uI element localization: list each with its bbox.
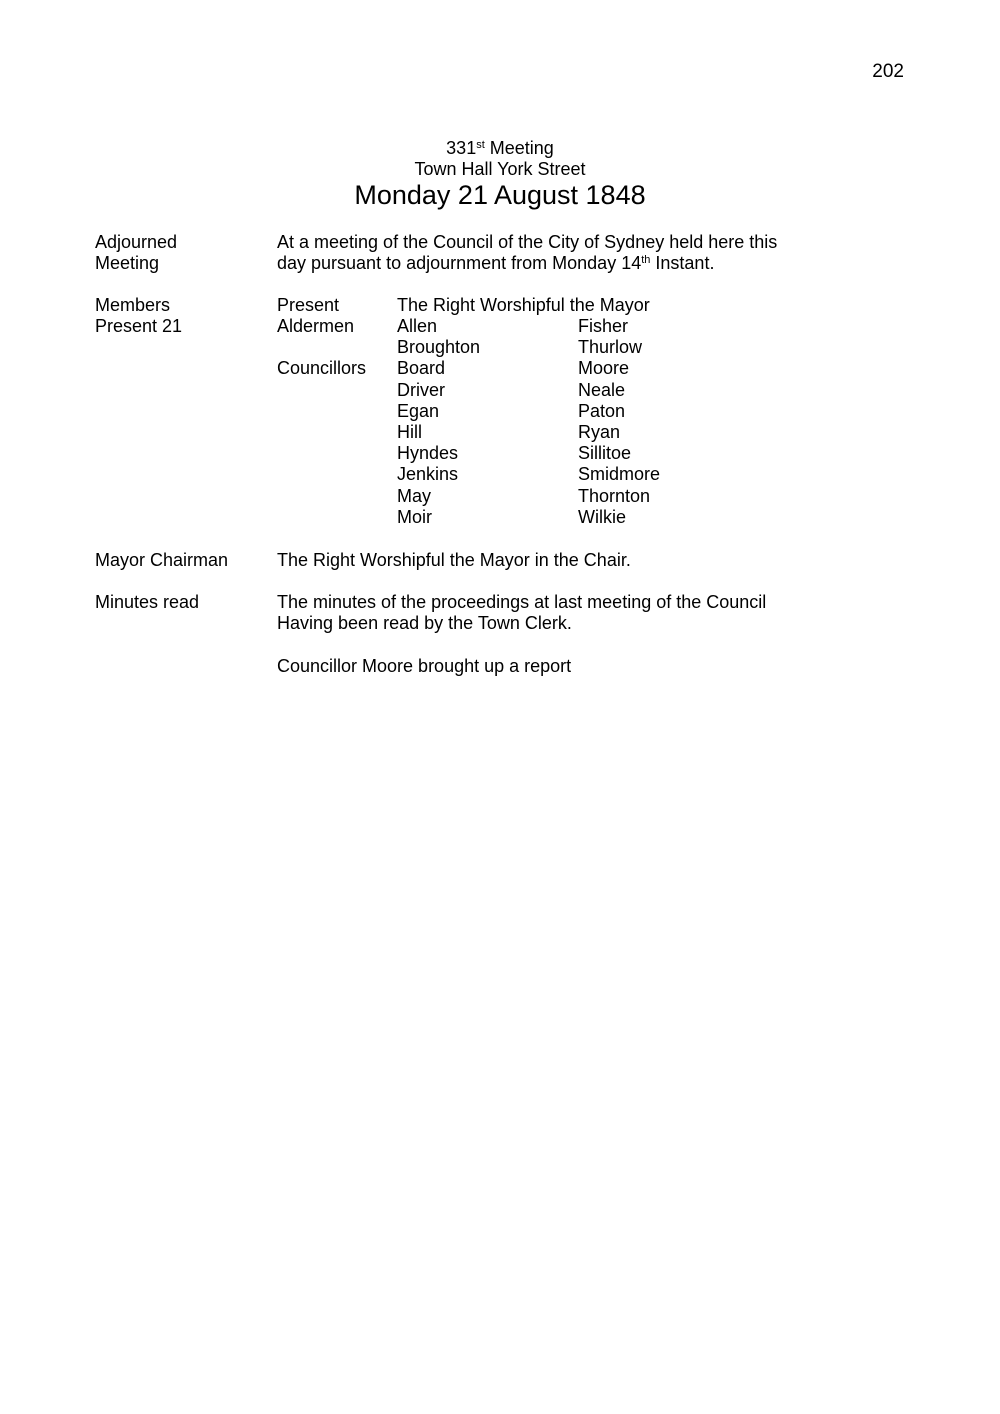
- councillors-label: Councillors: [277, 358, 367, 378]
- mayor-chairman-text: The Right Worshipful the Mayor in the Chair.: [277, 550, 631, 570]
- member-name: Allen: [397, 316, 438, 336]
- margin-note-minutes-read: Minutes read: [95, 592, 200, 612]
- member-name: Driver: [397, 380, 445, 400]
- member-name: Hyndes: [397, 443, 459, 463]
- meeting-venue: Town Hall York Street: [414, 159, 586, 179]
- member-name: Egan: [397, 401, 440, 421]
- present-label: Present: [277, 295, 340, 315]
- margin-note-members: Members: [95, 295, 171, 315]
- adjourned-text-line1: At a meeting of the Council of the City of Sydney held here this: [277, 232, 778, 252]
- aldermen-label: Aldermen: [277, 316, 355, 336]
- member-name: Sillitoe: [578, 443, 632, 463]
- member-name: Thurlow: [578, 337, 643, 357]
- meeting-number: 331st Meeting: [446, 138, 554, 158]
- member-name: Moore: [578, 358, 630, 378]
- member-name: Fisher: [578, 316, 629, 336]
- margin-note-meeting: Meeting: [95, 253, 160, 273]
- member-name: Wilkie: [578, 507, 626, 527]
- margin-note-present-count: Present 21: [95, 316, 183, 336]
- member-name: Hill: [397, 422, 422, 442]
- member-name: Ryan: [578, 422, 621, 442]
- adjourned-text-line2: day pursuant to adjournment from Monday 14th Instant.: [277, 253, 715, 273]
- page-number: 202: [872, 61, 904, 82]
- minutes-read-text-line2: Having been read by the Town Clerk.: [277, 613, 572, 633]
- margin-note-mayor-chairman: Mayor Chairman: [95, 550, 229, 570]
- report-text: Councillor Moore brought up a report: [277, 656, 572, 676]
- member-name: Moir: [397, 507, 432, 527]
- member-name: Neale: [578, 380, 626, 400]
- member-name: May: [397, 486, 432, 506]
- member-name: Thornton: [578, 486, 651, 506]
- member-name: Broughton: [397, 337, 481, 357]
- member-name: Paton: [578, 401, 626, 421]
- member-name: Board: [397, 358, 446, 378]
- meeting-date: Monday 21 August 1848: [354, 180, 646, 210]
- minutes-read-text-line1: The minutes of the proceedings at last meeting of the Council: [277, 592, 767, 612]
- margin-note-adjourned: Adjourned: [95, 232, 178, 252]
- member-name: Smidmore: [578, 464, 661, 484]
- member-name: Jenkins: [397, 464, 459, 484]
- present-mayor: The Right Worshipful the Mayor: [397, 295, 650, 315]
